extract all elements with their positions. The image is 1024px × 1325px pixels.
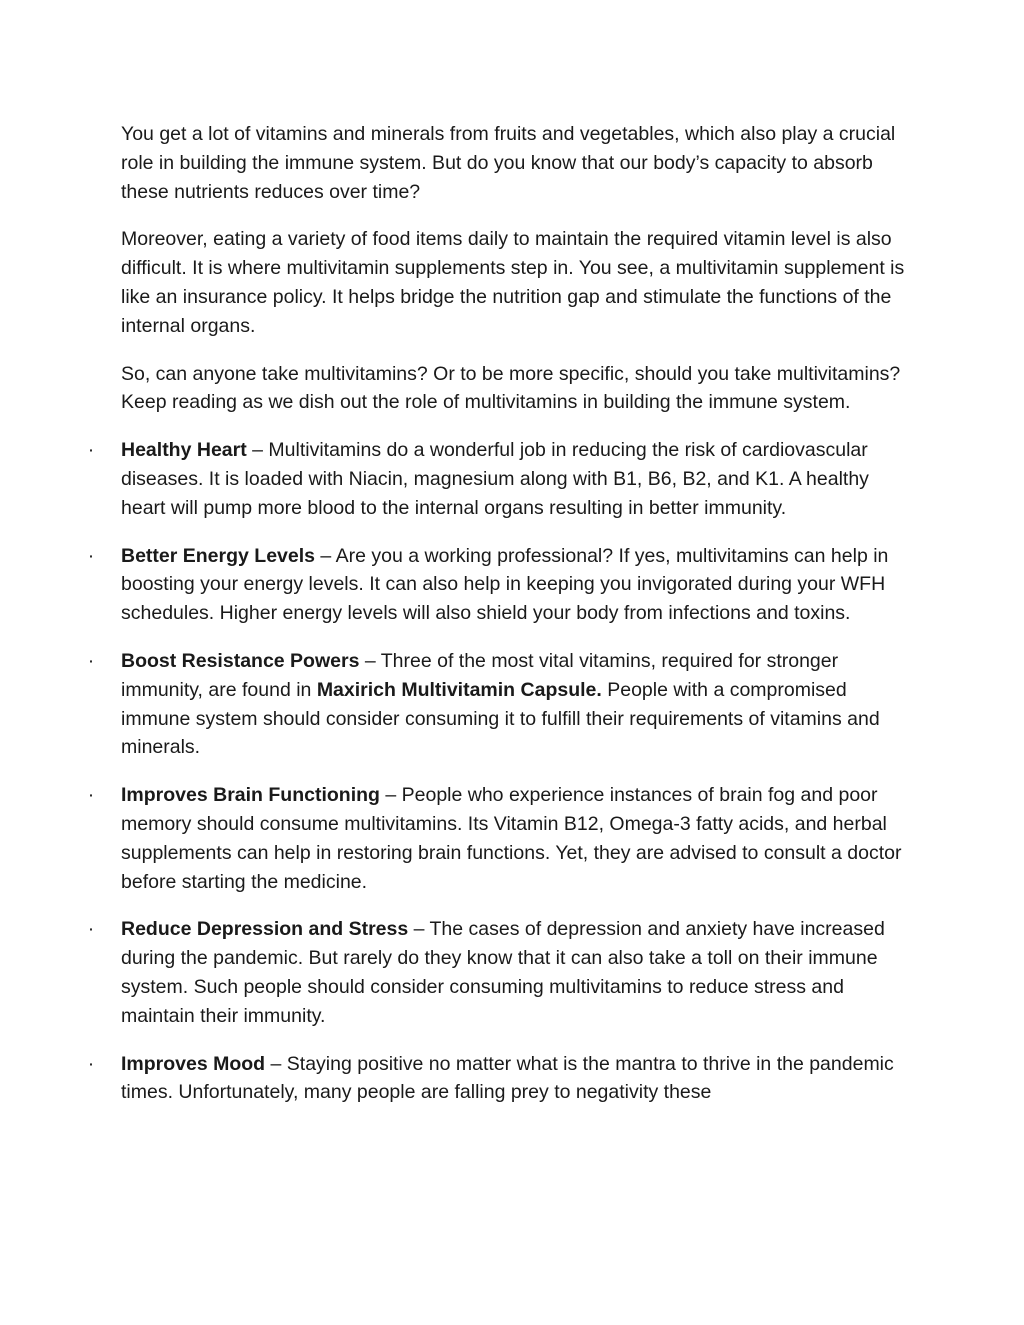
bullet-text: – Three of the most vital vitamins, required for stronger immunity, are found in — [121, 649, 839, 701]
bullet-term: Boost Resistance Powers — [121, 649, 360, 672]
bullet-marker: · — [87, 1052, 95, 1075]
bullet-term: Improves Brain Functioning — [121, 784, 380, 807]
bullet-healthy-heart — [87, 436, 911, 522]
paragraph-intro: You get a lot of vitamins and minerals from fruits and vegetables, which also play a crucial role in building the immune system. But do you know that our body’s capacity to absorb these nutrients reduces over time? — [121, 123, 896, 203]
bullet-text: – The cases of depression and anxiety have increased during the pandemic. But rarely do they know that it can also take a toll on their immune system. Such people should consider consuming multivitamins to reduce stress and maintain their immunity. — [121, 918, 885, 1027]
bullet-marker: · — [87, 649, 95, 672]
bullet-marker: · — [87, 544, 95, 567]
bullet-boost-resistance — [87, 647, 911, 762]
bullet-text: – People who experience instances of brain fog and poor memory should consume multivitamins. Its Vitamin B12, Omega-3 fatty acids, and herbal supplements can help in restoring brain functions. Yet, they are advised to consult a doctor before starting the medicine. — [121, 784, 902, 893]
paragraph-moreover: Moreover, eating a variety of food items daily to maintain the required vitamin level is also difficult. It is where multivitamin supplements step in. You see, a multivitamin supplement is like an insurance policy. It helps bridge the nutrition gap and stimulate the functions of the internal organs. — [121, 228, 905, 337]
bullet-term: Better Energy Levels — [121, 544, 316, 567]
bullet-text: – Are you a working professional? If yes, multivitamins can help in boosting your energy levels. It can also help in keeping you invigorated during your WFH schedules. Higher energy levels will also shield your body from infections and toxins. — [121, 544, 889, 625]
bullet-marker: · — [87, 439, 95, 462]
bullet-better-energy — [87, 542, 911, 628]
bullet-text: – Multivitamins do a wonderful job in reducing the risk of cardiovascular diseases. It is loaded with Niacin, magnesium along with B1, B6, B2, and K1. A healthy heart will pump more blood to the internal organs resulting in better immunity. — [121, 439, 869, 519]
bullet-marker: · — [87, 918, 95, 941]
bullet-brain-functioning — [87, 781, 911, 896]
paragraph-question: So, can anyone take multivitamins? Or to be more specific, should you take multivitamins? Keep reading as we dish out the role of multivitamins in building the immune system. — [121, 362, 901, 414]
bullet-term: Reduce Depression and Stress — [121, 918, 409, 941]
bullet-term: Improves Mood — [121, 1052, 266, 1075]
bullet-improves-mood — [87, 1050, 911, 1108]
bullet-reduce-depression — [87, 915, 911, 1030]
bullet-text: – Staying positive no matter what is the mantra to thrive in the pandemic times. Unfortunately, many people are falling prey to negativity these — [121, 1052, 894, 1104]
bullet-term: Healthy Heart — [121, 439, 247, 462]
bullet-marker: · — [87, 784, 95, 807]
product-name: Maxirich Multivitamin Capsule. — [316, 678, 602, 701]
document-body — [87, 120, 911, 1126]
bullet-text: People with a compromised immune system should consider consuming it to fulfill their requirements of vitamins and minerals. — [121, 678, 880, 759]
